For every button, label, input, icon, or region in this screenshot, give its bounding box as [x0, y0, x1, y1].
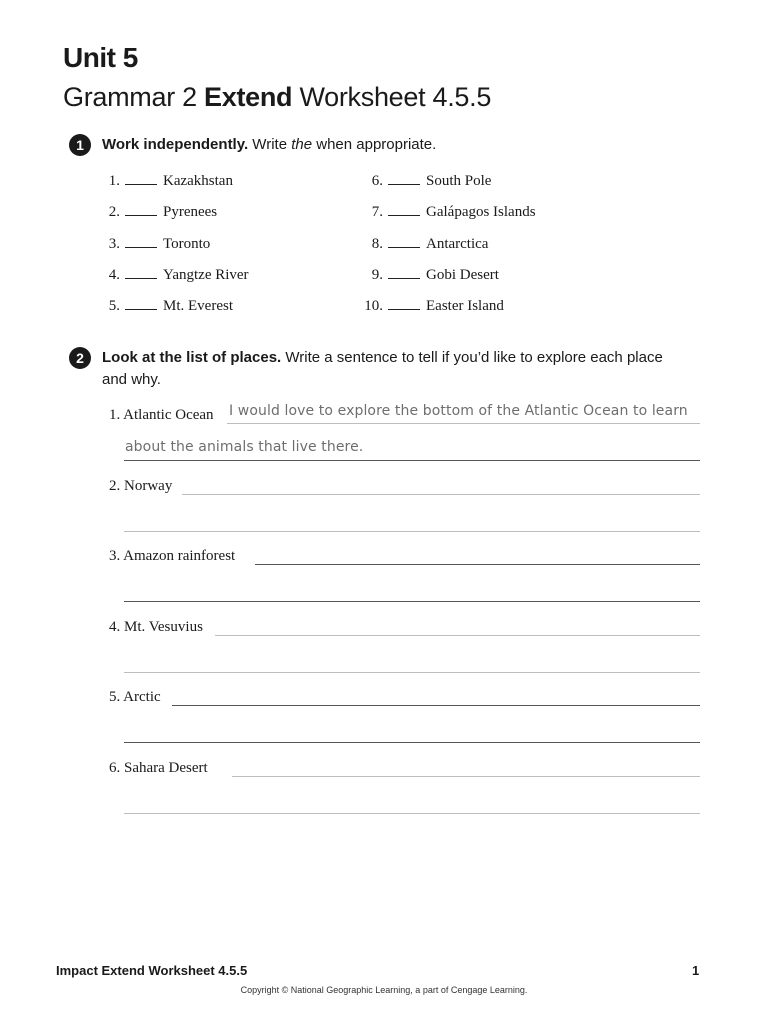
place-name: Easter Island — [426, 298, 504, 315]
answer-line-1[interactable] — [172, 705, 700, 706]
fill-in-item — [343, 235, 488, 253]
fill-in-item — [80, 266, 249, 284]
place-name: Mt. Everest — [163, 298, 233, 315]
worksheet-title — [63, 82, 491, 113]
answer-line-1[interactable] — [232, 776, 700, 777]
footer-worksheet-name: Impact Extend Worksheet 4.5.5 — [56, 963, 248, 978]
answer-line-2[interactable] — [124, 813, 700, 814]
place-name: Toronto — [163, 235, 211, 252]
item-number: 6. — [371, 173, 383, 189]
answer-blank[interactable] — [388, 235, 420, 248]
answer-line-2[interactable] — [124, 531, 700, 532]
place-label: 5. Arctic — [109, 689, 161, 705]
item-number: 2. — [108, 204, 120, 221]
place-label: 1. Atlantic Ocean — [109, 407, 214, 423]
place-name: Pyrenees — [163, 204, 218, 221]
answer-blank[interactable] — [125, 235, 157, 248]
section-2-instruction — [102, 347, 663, 369]
section-2-text: Write a sentence to tell if you’d like to explore each place — [281, 349, 663, 366]
answer-line-1[interactable] — [227, 423, 700, 424]
fill-in-item — [343, 266, 499, 284]
unit-heading: Unit 5 — [63, 42, 138, 73]
section-1-text-pre: Write — [248, 136, 292, 153]
place-name: Antarctica — [426, 235, 489, 252]
answer-blank[interactable] — [125, 172, 157, 185]
fill-in-item — [80, 203, 217, 221]
item-number: 5. — [108, 298, 120, 315]
fill-in-item — [343, 172, 491, 190]
answer-line-1[interactable] — [182, 494, 700, 495]
answer-line-2[interactable] — [124, 672, 700, 673]
answer-blank[interactable] — [388, 172, 420, 185]
item-number: 7. — [371, 204, 383, 221]
item-number: 9. — [371, 266, 383, 283]
section-2-number-badge: 2 — [69, 347, 91, 369]
fill-in-item — [343, 297, 504, 315]
answer-line-2[interactable] — [124, 601, 700, 602]
section-1-text-italic: the — [291, 136, 313, 153]
fill-in-item — [80, 297, 233, 315]
item-number: 4. — [108, 266, 120, 283]
answer-line-2[interactable] — [124, 460, 700, 461]
place-name: Kazakhstan — [163, 173, 233, 189]
answer-line-1[interactable] — [215, 635, 700, 636]
section-2-instruction-line2: and why. — [102, 371, 161, 388]
place-label: 2. Norway — [109, 478, 173, 494]
item-number: 8. — [371, 235, 383, 252]
section-1-instruction — [102, 134, 436, 156]
title-bold: Extend — [204, 82, 293, 112]
item-number: 3. — [108, 235, 120, 252]
item-number: 10. — [364, 298, 383, 315]
copyright-notice: Copyright © National Geographic Learning, a part of Cengage Learning. — [240, 985, 528, 995]
page-number: 1 — [692, 963, 700, 978]
place-name: Yangtze River — [163, 266, 249, 283]
fill-in-item — [343, 203, 536, 221]
answer-blank[interactable] — [388, 203, 420, 216]
title-prefix: Grammar 2 — [63, 82, 205, 112]
section-1-lead: Work independently. — [102, 136, 249, 153]
title-suffix: Worksheet 4.5.5 — [292, 82, 492, 112]
handwritten-answer-line-1: I would love to explore the bottom of the Atlantic Ocean to learn — [229, 403, 688, 419]
place-label: 3. Amazon rainforest — [109, 548, 236, 564]
place-name: Galápagos Islands — [426, 204, 536, 221]
answer-blank[interactable] — [388, 297, 420, 310]
answer-blank[interactable] — [125, 203, 157, 216]
answer-line-2[interactable] — [124, 742, 700, 743]
handwritten-answer-line-2: about the animals that live there. — [125, 439, 364, 455]
section-2-lead: Look at the list of places. — [102, 349, 282, 366]
answer-line-1[interactable] — [255, 564, 700, 565]
answer-blank[interactable] — [125, 297, 157, 310]
place-name: South Pole — [426, 173, 492, 189]
fill-in-item — [80, 235, 210, 253]
answer-blank[interactable] — [388, 266, 420, 279]
place-name: Gobi Desert — [426, 266, 499, 283]
item-number: 1. — [108, 173, 120, 189]
place-label: 6. Sahara Desert — [109, 760, 208, 776]
section-1-text-post: when appropriate. — [312, 136, 437, 153]
fill-in-item — [80, 172, 233, 190]
section-1-number-badge: 1 — [69, 134, 91, 156]
answer-blank[interactable] — [125, 266, 157, 279]
place-label: 4. Mt. Vesuvius — [109, 619, 203, 635]
